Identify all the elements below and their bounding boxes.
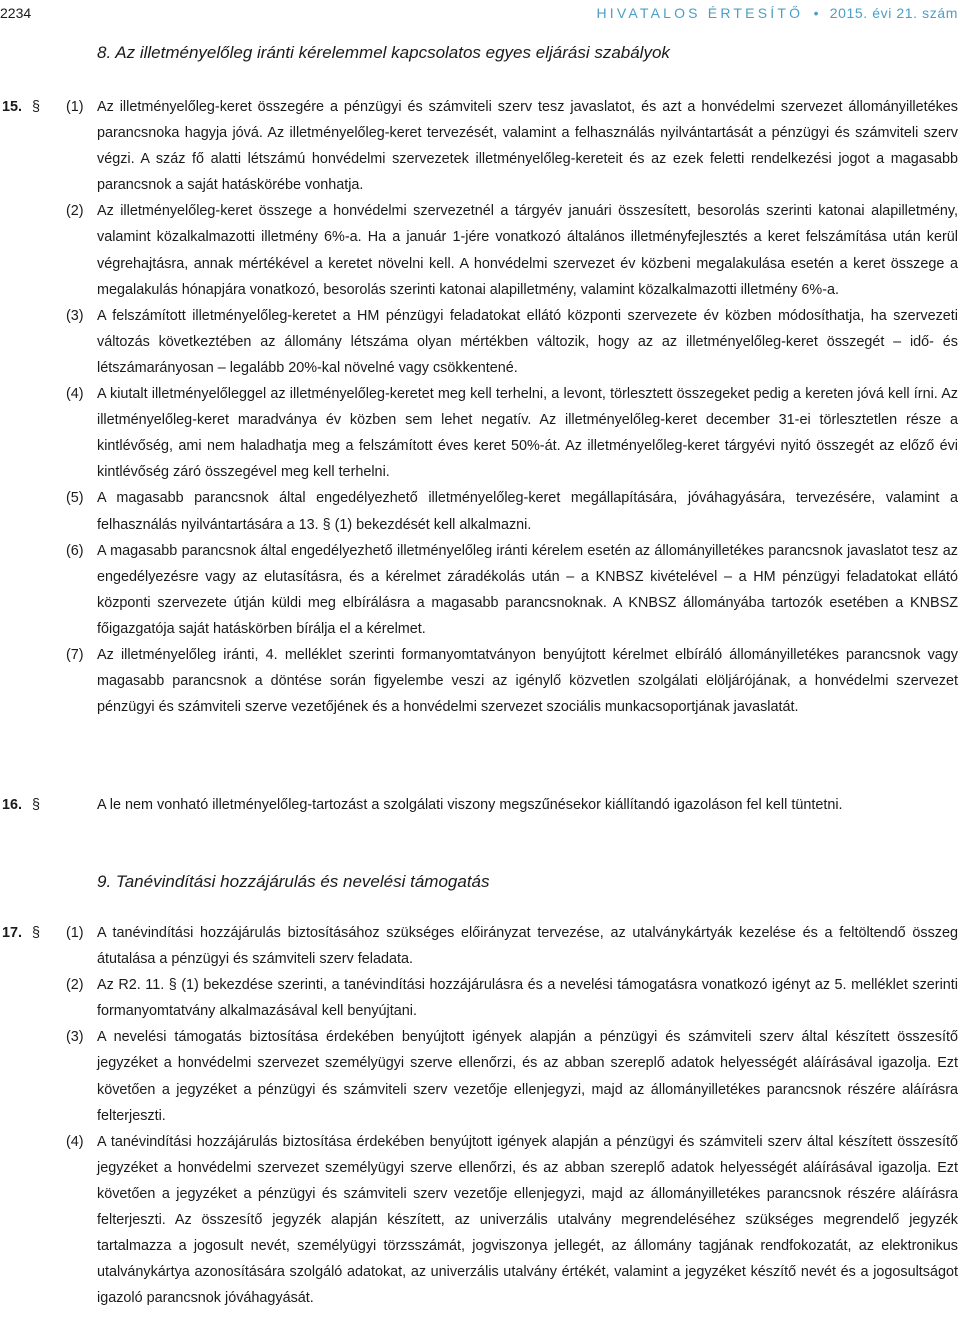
subsection-number: (7) [66,646,84,663]
paragraph-number: 16. [2,797,23,813]
subsection-15-1 [0,94,958,198]
subsection-16 [0,792,958,818]
subsection-number: (6) [66,542,84,559]
subsection-number: (2) [66,203,84,220]
paragraph-number: 15. [2,99,23,115]
subsection-text: A nevelési támogatás biztosítása érdekében benyújtott igények alapján a pénzügyi és számviteli szerv által készített összesítő jegyzéket a honvédelmi szervezet személyügyi szerve ellenőrzi, és az abban szereplő adatok helyességét aláírásával igazolja. Ezt követően a jegyzéket a pénzügyi és számviteli szerv vezetője ellenjegyzi, majd az állományilletékes parancsnok részére aláírásra felterjeszti. [97,1029,958,1124]
subsection-17-2 [0,972,958,1024]
section-sign: § [32,99,41,115]
subsection-text: Az R2. 11. § (1) bekezdése szerinti, a tanévindítási hozzájárulásra és a nevelési támogatásra vonatkozó igényt az 5. melléklet szerinti formanyomtatvány alkalmazásával kell benyújtani. [97,977,958,1020]
subsection-text: A kiutalt illetményelőleggel az illetményelőleg-keretet meg kell terhelni, a levont, törlesztett összegeket pedig a kereten jóvá kell írni. Az illetményelőleg-keret maradványa év közben sem lehet negatív. Az illetményelőleg-keret december 31-ei törlesztetlen része a kintlévőség, ami nem haladhatja meg a felszámított éves keret 50%-át. Az illetményelőleg-keret tárgyévi nyitó összegét az előző évi kintlévőség záró összegével meg kell terhelni. [97,386,958,481]
section-title-8: 8. Az illetményelőleg iránti kérelemmel kapcsolatos egyes eljárási szabályok [97,43,670,62]
subsection-text: Az illetményelőleg-keret összege a honvédelmi szervezetnél a tárgyév januári összesített, besorolás szerinti katonai alapilletmény, valamint közalkalmazotti illetmény 6%-a. Ha a január 1-jére vonatkozó általános illetményfejlesztés a keret felszámítása után kerül végrehajtásra, annak mértékével a keretet növelni kell. A honvédelmi szervezet év közbeni megalakulása esetén a keret összege a megalakulás hónapjára vonatkozó, besorolás szerinti katonai alapilletmény, valamint közalkalmazotti illetmény 6%-a. [97,203,958,298]
page-header [0,2,958,24]
subsection-text: A magasabb parancsnok által engedélyezhető illetményelőleg-keret megállapítására, jóváhagyására, tervezésére, valamint a felhasználás nyilvántartására a 13. § (1) bekezdését kell alkalmazni. [97,490,958,533]
subsection-text: A le nem vonható illetményelőleg-tartozást a szolgálati viszony megszűnésekor kiállítandó igazoláson fel kell tüntetni. [97,797,843,813]
subsection-number: (1) [66,925,84,941]
subsection-17-1 [0,920,958,972]
subsection-text: Az illetményelőleg-keret összegére a pénzügyi és számviteli szerv tesz javaslatot, és azt a honvédelmi szervezet állományilletékes parancsnoka hagyja jóvá. Az illetményelőleg-keret tervezését, valamint a felhasználás nyilvántartását a pénzügyi és számviteli szerv végzi. A száz fő alatti létszámú honvédelmi szervezetek illetményelőleg-kereteit és az ezek feletti rendelkezési jogot a magasabb parancsnok a saját hatáskörébe vonhatja. [97,99,958,194]
subsection-15-3 [0,303,958,381]
journal-title: HIVATALOS ÉRTESÍTŐ [596,5,804,21]
paragraph-number: 17. [2,925,23,941]
subsection-text: A felszámított illetményelőleg-keretet a HM pénzügyi feladatokat ellátó központi szervezete év közben módosíthatja, ha szervezeti változás következtében az állomány létszáma olyan mértékben változik, hogy az az illetményelőleg-keret összegét – idő- és létszámarányosan – legalább 20%-kal növelné vagy csökkentené. [97,307,958,376]
section-title-9: 9. Tanévindítási hozzájárulás és nevelési támogatás [97,872,490,891]
subsection-text: A magasabb parancsnok által engedélyezhető illetményelőleg iránti kérelem esetén az állományilletékes parancsnok javaslatot tesz az engedélyezésre vagy az elutasításra, és a kérelmet záradékolás után – a KNBSZ kivételével – a HM pénzügyi feladatokat ellátó központi szervezete útján küldi meg elbírálásra a magasabb parancsnoknak. A KNBSZ állományába tartozók esetében a KNBSZ főigazgatója saját hatáskörben bírálja el a kérelmet. [97,542,958,637]
subsection-text: A tanévindítási hozzájárulás biztosítása érdekében benyújtott igények alapján a pénzügyi és számviteli szerv által készített összesítő jegyzéket a honvédelmi szervezet személyügyi szerve ellenőrzi, és az abban szereplő adatok helyességét aláírásával igazolja. Ezt követően a jegyzéket a pénzügyi és számviteli szerv vezetője ellenjegyzi, majd az állományilletékes parancsnok részére aláírásra felterjeszti. Az összesítő jegyzék alapján készített, az univerzális utalvány megrendeléséhez szükséges megrendelő jegyzék tartalmazza a jogosult nevét, személyügyi törzsszámát, jogviszonya jellegét, az állomány tagjának rendfokozatát, az elektronikus utalványkártya azonosítására szolgáló adatokat, az univerzális utalvány értékét, valamint a jegyzéket készítő nevét és a jogosultságot igazoló parancsnok jóváhagyását. [97,1133,958,1307]
section-sign: § [32,797,41,813]
subsection-number: (5) [66,490,84,507]
subsection-number: (2) [66,977,84,994]
subsection-number: (4) [66,386,84,403]
subsection-number: (3) [66,307,84,324]
subsection-15-4 [0,381,958,485]
subsection-number: (3) [66,1029,84,1046]
page-number: 2234 [0,5,32,21]
paragraph-17 [0,920,958,1311]
paragraph-16 [0,792,958,818]
subsection-15-7 [0,642,958,720]
subsection-number: (1) [66,99,84,115]
header-separator: • [813,5,820,21]
subsection-17-4 [0,1129,958,1312]
subsection-text: A tanévindítási hozzájárulás biztosításához szükséges előirányzat tervezése, az utalványkártyák kezelése és a feltöltendő összeg átutalása a pénzügyi és számviteli szerv feladata. [97,925,958,968]
subsection-text: Az illetményelőleg iránti, 4. melléklet szerinti formanyomtatványon benyújtott kérelmet elbíráló állományilletékes parancsnok vagy magasabb parancsnok a döntése során figyelembe veszi az igénylő közvetlen szolgálati elöljárójának, a honvédelmi szervezet pénzügyi és számviteli szerve vezetőjének és a honvédelmi szervezet szociális munkacsoportjának javaslatát. [97,646,958,716]
journal-info [596,2,958,24]
subsection-15-2 [0,198,958,302]
subsection-15-6 [0,538,958,642]
subsection-15-5 [0,485,958,537]
section-sign: § [32,925,41,941]
subsection-number: (4) [66,1133,84,1150]
issue-label: 2015. évi 21. szám [829,5,958,21]
subsection-17-3 [0,1024,958,1128]
paragraph-15 [0,94,958,720]
